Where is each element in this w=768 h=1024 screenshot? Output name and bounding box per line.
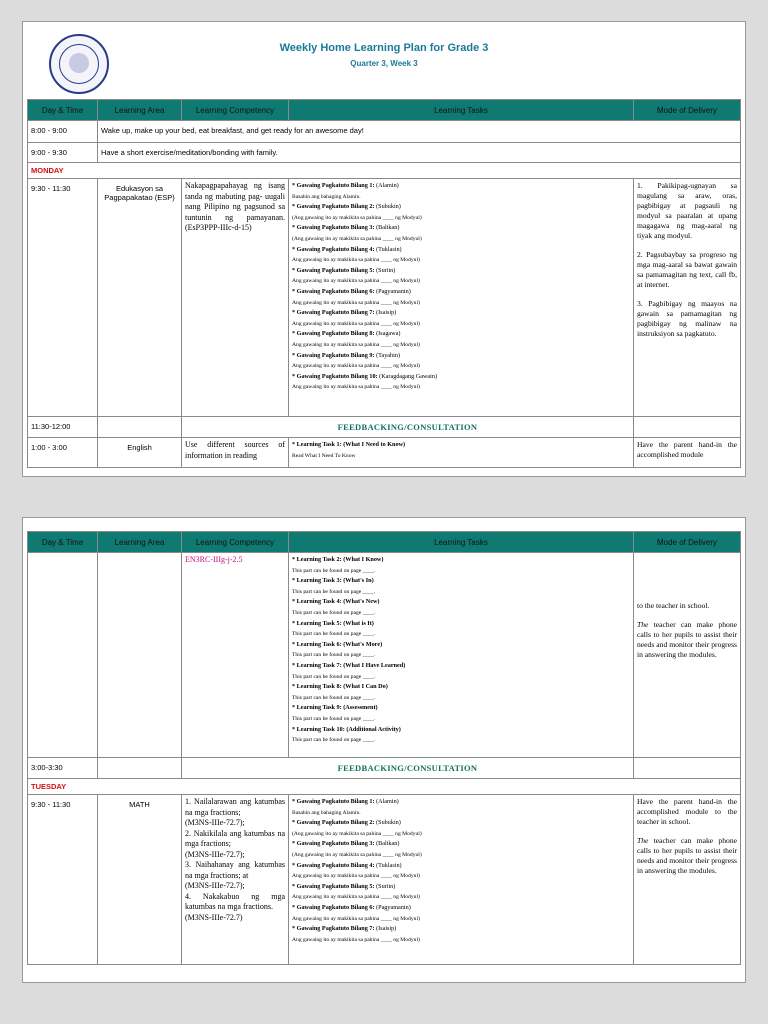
task-item (292, 555, 630, 566)
mode-paragraph (637, 620, 737, 660)
task-title: * Learning Task 2: (What I Know) (292, 556, 384, 563)
task-instruction: Ang gawaing ito ay makikita sa pahina ____ ng Modyul) (292, 341, 420, 348)
task-name: (Balikan) (376, 840, 400, 848)
task-instruction: (Ang gawaing ito ay makikita sa pahina ____ ng Modyul) (292, 830, 422, 837)
task-item (292, 924, 630, 935)
time-cell: 11:30-12:00 (28, 417, 98, 438)
task-item (292, 266, 630, 277)
task-name: (Alamin) (376, 798, 399, 805)
task-item (292, 576, 630, 587)
competency-line: (M3NS-IIIe-72.7); (185, 849, 245, 859)
day-row (28, 163, 741, 179)
task-item (292, 372, 630, 383)
task-item (292, 797, 630, 808)
task-instruction: (Ang gawaing ito ay makikita sa pahina ____ ng Modyul) (292, 235, 422, 242)
empty-cell (98, 417, 182, 438)
task-item (292, 903, 630, 914)
col-header-learning-tasks: Learning Tasks (289, 532, 634, 553)
task-title: * Gawaing Pagkatuto Bilang 9: (292, 351, 375, 359)
table-row (28, 121, 741, 143)
task-item (292, 308, 630, 319)
learning-plan-table (27, 531, 741, 965)
task-name: (Isagawa) (376, 330, 401, 338)
task-name: (Pagyamanin) (376, 903, 411, 911)
tasks-cell (289, 438, 634, 468)
table-row (28, 553, 741, 758)
task-item (292, 287, 630, 298)
task-title: * Learning Task 5: (What is It) (292, 619, 374, 627)
learning-area-cell: MATH (98, 795, 182, 965)
competency-cell (182, 795, 289, 965)
competency-line: (M3NS-IIIe-72.7) (185, 912, 243, 922)
task-title: * Gawaing Pagkatuto Bilang 3: (292, 840, 375, 848)
task-title: * Gawaing Pagkatuto Bilang 5: (292, 266, 375, 274)
empty-cell (634, 417, 741, 438)
table-header-row (28, 100, 741, 121)
task-name: (Isaisip) (376, 309, 397, 317)
col-header-day-time: Day & Time (28, 100, 98, 121)
mode-emphasis: The (637, 620, 649, 629)
empty-cell (28, 553, 98, 758)
task-item (292, 818, 630, 829)
day-label-monday: MONDAY (28, 163, 741, 179)
tasks-cell (289, 795, 634, 965)
task-instruction: Basahin ang bahaging Alamin. (292, 809, 361, 816)
task-instruction: Ang gawaing ito ay makikita sa pahina ____ ng Modyul) (292, 320, 420, 327)
learning-plan-table (27, 99, 741, 468)
task-name: (Suriin) (376, 882, 396, 890)
col-header-learning-area: Learning Area (98, 532, 182, 553)
table-row (28, 795, 741, 965)
time-cell: 1:00 - 3:00 (28, 438, 98, 468)
table-row (28, 179, 741, 417)
task-title: * Learning Task 6: (What's More) (292, 640, 383, 648)
competency-line: (M3NS-IIIe-72.7); (185, 881, 245, 890)
mode-cell (634, 795, 741, 965)
competency-line: (M3NS-IIIe-72.7); (185, 818, 245, 827)
english-task-list (292, 555, 630, 746)
task-title: * Learning Task 1: (What I Need to Know) (292, 441, 406, 448)
competency-line: 1. Nailalarawan ang katumbas na mga fractions; (185, 797, 285, 817)
mode-paragraph: 1. Pakikipag-ugnayan sa magulang sa araw, oras, pagbibigay at pagsauli ng modyul sa paaralan at upang magagawa ng mag-aaral ng tiyak ang modyul. (637, 181, 737, 240)
task-instruction: Ang gawaing ito ay makikita sa pahina ____ ng Modyul) (292, 257, 420, 264)
plan-subtitle: Quarter 3, Week 3 (350, 59, 418, 68)
tasks-cell (289, 179, 634, 417)
task-instruction: Ang gawaing ito ay makikita sa pahina ____ ng Modyul) (292, 915, 420, 922)
feedback-label: FEEDBACKING/CONSULTATION (182, 758, 634, 779)
task-item (292, 725, 630, 736)
task-item (292, 682, 630, 693)
task-instruction: (Ang gawaing ito ay makikita sa pahina ____ ng Modyul) (292, 214, 422, 221)
mode-emphasis: The (637, 836, 649, 845)
task-item (292, 223, 630, 234)
task-title: * Learning Task 10: (Additional Activity) (292, 725, 401, 733)
competency-cell: Use different sources of information in reading (182, 438, 289, 468)
col-header-learning-competency: Learning Competency (182, 100, 289, 121)
task-title: * Learning Task 7: (What I Have Learned) (292, 661, 406, 669)
math-task-list (292, 797, 630, 945)
empty-cell (634, 758, 741, 779)
task-title: * Gawaing Pagkatuto Bilang 2: (292, 819, 375, 827)
time-cell: 3:00-3:30 (28, 758, 98, 779)
task-instruction: This part can be found on page ____. (292, 588, 376, 595)
task-title: * Gawaing Pagkatuto Bilang 6: (292, 287, 375, 295)
task-title: * Gawaing Pagkatuto Bilang 6: (292, 903, 375, 911)
document-page-2 (22, 517, 746, 983)
col-header-learning-tasks: Learning Tasks (289, 100, 634, 121)
task-title: * Gawaing Pagkatuto Bilang 3: (292, 224, 375, 232)
mode-text: teacher can make phone calls to her pupils to assist their needs and monitor their progress in answering the modules. (637, 836, 737, 875)
time-cell: 9:00 - 9:30 (28, 143, 98, 163)
document-page-1 (22, 21, 746, 477)
time-cell: 9:30 - 11:30 (28, 179, 98, 417)
col-header-learning-competency: Learning Competency (182, 532, 289, 553)
tasks-cell (289, 553, 634, 758)
competency-line: 4. Nakakabuo ng mga katumbas na mga fractions. (185, 891, 285, 911)
task-instruction: Basahin ang bahaging Alamin. (292, 193, 361, 200)
task-title: * Learning Task 4: (What's New) (292, 598, 380, 606)
task-instruction: Ang gawaing ito ay makikita sa pahina ____ ng Modyul) (292, 363, 420, 370)
page-header (23, 22, 745, 98)
table-row (28, 758, 741, 779)
task-name: (Alamin) (376, 182, 399, 189)
task-instruction: This part can be found on page ____. (292, 673, 376, 680)
competency-code-cell: EN3RC-IIIg-j-2.5 (182, 553, 289, 758)
task-item (292, 351, 630, 362)
task-name: (Pagyamanin) (376, 287, 411, 295)
task-item (292, 202, 630, 213)
esp-task-list (292, 181, 630, 393)
table-row (28, 438, 741, 468)
task-title: * Gawaing Pagkatuto Bilang 10: (292, 372, 378, 380)
task-title: * Learning Task 3: (What's In) (292, 577, 374, 585)
mode-text: teacher can make phone calls to her pupils to assist their needs and monitor their progress in answering the modules. (637, 620, 737, 659)
task-title: * Gawaing Pagkatuto Bilang 1: (292, 182, 375, 189)
task-instruction: This part can be found on page ____. (292, 631, 376, 638)
task-item (292, 597, 630, 608)
day-row (28, 779, 741, 795)
task-name: (Tuklasin) (376, 861, 402, 869)
time-cell: 9:30 - 11:30 (28, 795, 98, 965)
task-title: * Gawaing Pagkatuto Bilang 7: (292, 309, 375, 317)
task-instruction: Ang gawaing ito ay makikita sa pahina ____ ng Modyul) (292, 299, 420, 306)
task-name: (Karagdagang Gawain) (379, 372, 438, 380)
task-item (292, 245, 630, 256)
empty-cell (98, 553, 182, 758)
task-item (292, 181, 630, 192)
task-item (292, 839, 630, 850)
plan-title: Weekly Home Learning Plan for Grade 3 (279, 42, 489, 54)
col-header-mode-of-delivery: Mode of Delivery (634, 100, 741, 121)
table-row (28, 143, 741, 163)
mode-paragraph (637, 836, 737, 876)
competency-line: 3. Naihahanay ang katumbas na mga fractions; at (185, 860, 285, 880)
task-name: (Isaisip) (376, 925, 397, 933)
table-header-row (28, 532, 741, 553)
task-name: (Subukin) (376, 819, 401, 827)
mode-paragraph: 3. Pagbibigay ng maayos na gawain sa pamamagitan ng pagbibigay ng malinaw na instruksiyon sa pagkatuto. (637, 299, 737, 338)
mode-cell: Have the parent hand-in the accomplished module (634, 438, 741, 468)
task-instruction: This part can be found on page ____. (292, 694, 376, 701)
col-header-mode-of-delivery: Mode of Delivery (634, 532, 741, 553)
task-item (292, 703, 630, 714)
task-instruction: This part can be found on page ____. (292, 609, 376, 616)
task-instruction: Ang gawaing ito ay makikita sa pahina ____ ng Modyul) (292, 894, 420, 901)
task-item (292, 882, 630, 893)
math-competency-list (185, 797, 285, 923)
task-title: * Learning Task 9: (Assessment) (292, 704, 378, 712)
col-header-learning-area: Learning Area (98, 100, 182, 121)
task-item (292, 329, 630, 340)
learning-area-cell: Edukasyon sa Pagpapakatao (ESP) (98, 179, 182, 417)
activity-cell: Have a short exercise/meditation/bonding with family. (98, 143, 741, 163)
task-title: * Learning Task 8: (What I Can Do) (292, 683, 388, 691)
task-title: * Gawaing Pagkatuto Bilang 1: (292, 798, 375, 805)
task-title: * Gawaing Pagkatuto Bilang 2: (292, 203, 375, 211)
competency-line: 2. Nakikilala ang katumbas na mga fractions; (185, 828, 285, 848)
task-title: * Gawaing Pagkatuto Bilang 7: (292, 925, 375, 933)
col-header-day-time: Day & Time (28, 532, 98, 553)
mode-paragraph: 2. Pagsubaybay sa progreso ng mga mag-aaral sa bawat gawain sa pamamagitan ng text, call fb, at internet. (637, 250, 737, 289)
task-name: (Suriin) (376, 266, 396, 274)
feedback-label: FEEDBACKING/CONSULTATION (182, 417, 634, 438)
task-instruction: Ang gawaing ito ay makikita sa pahina ____ ng Modyul) (292, 873, 420, 880)
task-title: * Gawaing Pagkatuto Bilang 4: (292, 861, 375, 869)
time-cell: 8:00 - 9:00 (28, 121, 98, 143)
task-instruction: (Ang gawaing ito ay makikita sa pahina ____ ng Modyul) (292, 851, 422, 858)
task-instruction: This part can be found on page ____. (292, 567, 376, 574)
mode-paragraph: Have the parent hand-in the accomplished module to the teacher in school. (637, 797, 737, 826)
task-instruction: This part can be found on page ____. (292, 652, 376, 659)
task-name: (Subukin) (376, 203, 401, 211)
learning-area-cell: English (98, 438, 182, 468)
task-item (292, 619, 630, 630)
task-name: (Tuklasin) (376, 245, 402, 253)
table-row (28, 417, 741, 438)
task-title: * Gawaing Pagkatuto Bilang 8: (292, 330, 375, 338)
task-title: * Gawaing Pagkatuto Bilang 4: (292, 245, 375, 253)
task-item (292, 861, 630, 872)
mode-cell (634, 553, 741, 758)
task-item (292, 661, 630, 672)
empty-cell (98, 758, 182, 779)
task-instruction: Ang gawaing ito ay makikita sa pahina ____ ng Modyul) (292, 936, 420, 943)
activity-cell: Wake up, make up your bed, eat breakfast, and get ready for an awesome day! (98, 121, 741, 143)
mode-cell (634, 179, 741, 417)
task-instruction: Read What I Need To Know (292, 452, 356, 459)
day-label-tuesday: TUESDAY (28, 779, 741, 795)
task-title: * Gawaing Pagkatuto Bilang 5: (292, 882, 375, 890)
task-item (292, 640, 630, 651)
task-instruction: This part can be found on page ____. (292, 737, 376, 744)
competency-cell: Nakapagpapahayag ng isang tanda ng mabuting pag- uugali nang Pilipino ng pagsunod sa tuntunin ng pamayanan. (EsP3PPP-IIIc-d-15) (182, 179, 289, 417)
task-instruction: This part can be found on page ____. (292, 715, 376, 722)
task-instruction: Ang gawaing ito ay makikita sa pahina ____ ng Modyul) (292, 384, 420, 391)
task-name: (Balikan) (376, 224, 400, 232)
task-name: (Tayahin) (376, 351, 401, 359)
mode-paragraph: to the teacher in school. (637, 601, 710, 610)
task-instruction: Ang gawaing ito ay makikita sa pahina ____ ng Modyul) (292, 278, 420, 285)
